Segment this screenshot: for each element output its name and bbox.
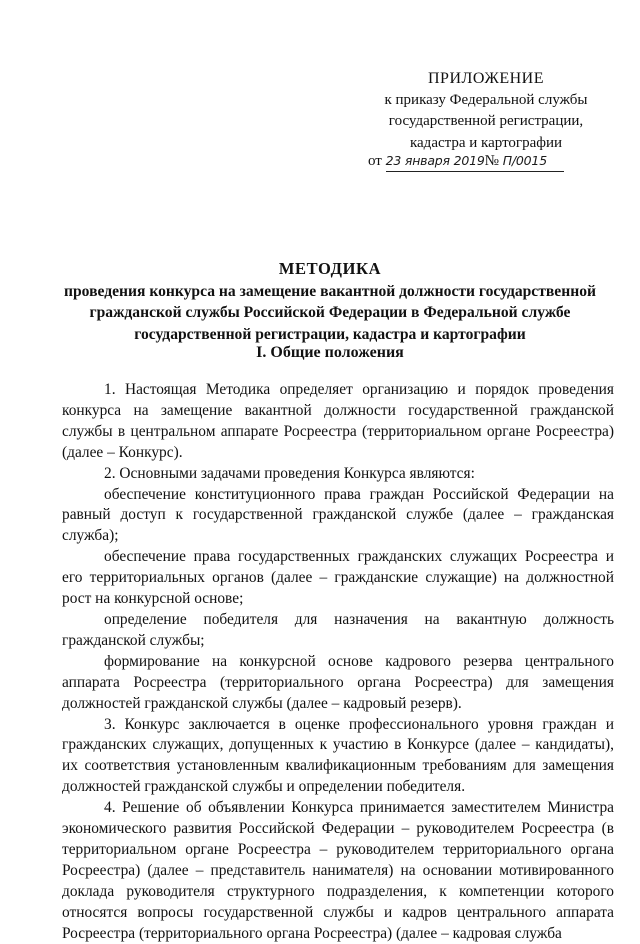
handwritten-number: П/0015 [502, 153, 547, 168]
appendix-line-3: кадастра и картографии [409, 134, 563, 151]
paragraph: формирование на конкурсной основе кадрового резерва центрального аппарата Росреестра (территориального органа Росреестра) для замещения должностей гражданской службы (далее – кадровый резерв). [62, 652, 614, 712]
paragraph: 3. Конкурс заключается в оценке профессионального уровня граждан и гражданских служащих, допущенных к участию в Конкурсе (далее – кандидаты), их соответствия установленным квалификационным требованиям для замещения должностей гражданской службы и определении победителя. [62, 715, 614, 796]
date-prefix: от [368, 153, 382, 169]
appendix-line-1: к приказу Федеральной службы [384, 91, 588, 108]
number-prefix: № [484, 153, 499, 169]
paragraph: 1. Настоящая Методика определяет организацию и порядок проведения конкурса на замещение вакантной должности государственной гражданской службы в центральном аппарате Росреестра (территориальном органе Росреестра) (далее – Конкурс). [62, 381, 614, 461]
appendix-line-2: государственной регистрации, [388, 113, 584, 129]
order-date-number [368, 153, 568, 170]
paragraph: обеспечение права государственных гражданских служащих Росреестра и его территориальных органов (далее – гражданские служащие) на должностной рост на конкурсной основе; [62, 548, 614, 608]
document-title [60, 258, 600, 345]
order-underline [386, 171, 564, 172]
document-body [62, 380, 614, 944]
title-line-3: государственной регистрации, кадастра и картографии [134, 325, 526, 343]
title-line-1: проведения конкурса на замещение вакантной должности государственной [64, 282, 596, 300]
handwritten-date: 23 января 2019 [385, 153, 485, 168]
paragraph: обеспечение конституционного права граждан Российской Федерации на равный доступ к государственной гражданской службе (далее – гражданская служба); [62, 485, 614, 545]
title-main: МЕТОДИКА [278, 259, 382, 278]
appendix-header [366, 68, 606, 154]
paragraph: определение победителя для назначения на вакантную должность гражданской службы; [62, 610, 614, 649]
paragraph: 2. Основными задачами проведения Конкурса являются: [104, 464, 475, 482]
paragraph: 4. Решение об объявлении Конкурса принимается заместителем Министра экономического развития Российской Федерации – руководителем Росреестра (в территориальном органе Росреестра – руководителем территориального органа Росреестра) (далее – представитель нанимателя) на основании мотивированного доклада руководителя структурного подразделения, к компетенции которого относятся вопросы государственной службы и кадров центрального аппарата Росреестра (территориального органа Росреестра) (далее – кадровая служба [62, 799, 614, 942]
section-heading: I. Общие положения [256, 344, 404, 361]
title-line-2: гражданской службы Российской Федерации в Федеральной службе [89, 304, 571, 321]
appendix-title: ПРИЛОЖЕНИЕ [427, 70, 544, 87]
